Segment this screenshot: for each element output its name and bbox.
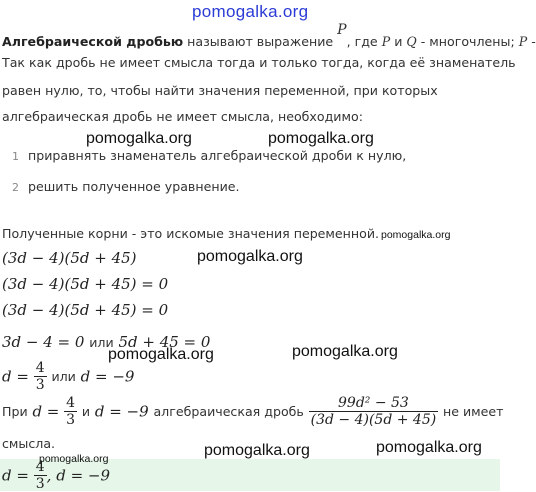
or-word: или (51, 369, 76, 384)
big-den: (3d − 4)(5d + 45) (310, 412, 437, 428)
solution-num: 4 (35, 360, 45, 376)
at-lhs: d = (32, 402, 60, 421)
definition-after: , где (346, 34, 378, 49)
step-text: решить полученное уравнение. (28, 179, 240, 194)
watermark: pomogalka.org (197, 248, 303, 265)
final-num: 4 (35, 459, 45, 475)
definition-and: и (394, 34, 403, 49)
watermark: pomogalka.org (86, 130, 192, 147)
at-fraction (64, 395, 77, 428)
solution-lhs: d = (2, 367, 29, 386)
paragraph-line-3: алгебраическая дробь не имеет смысла, необходимо: (2, 109, 363, 124)
definition-tail-dash: - (531, 34, 536, 49)
header-watermark: pomogalka.org (192, 2, 309, 21)
final-answer (2, 459, 110, 492)
no-meaning-end: смысла. (2, 436, 56, 451)
definition-var-p: P (381, 34, 391, 49)
definition-text: называют выражение (187, 34, 334, 49)
or-word: или (89, 335, 114, 350)
final-rhs: d = −9 (56, 466, 111, 485)
watermark: pomogalka.org (204, 442, 310, 459)
final-fraction (34, 459, 47, 492)
definition-tail-var: P (518, 34, 528, 49)
big-num: 99d² − 53 (309, 395, 439, 412)
step-number: 2 (12, 181, 19, 194)
domain-row (2, 395, 504, 428)
step-text: приравнять знаменатель алгебраической дроби к нулю, (28, 148, 407, 163)
paragraph-line-1: Так как дробь не имеет смысла тогда и только тогда, когда её знаменатель (2, 55, 516, 70)
solution-fraction (34, 360, 47, 393)
math-expr-1: (3d − 4)(5d + 45) (2, 249, 137, 267)
watermark: pomogalka.org (39, 453, 109, 465)
and-word: и (81, 404, 91, 419)
solution-row (2, 360, 134, 393)
final-den: 3 (35, 476, 45, 492)
definition-tail: - многочлены; (420, 34, 515, 49)
term-bold: Алгебраической дробью (2, 34, 184, 49)
big-fraction (309, 395, 439, 428)
watermark: pomogalka.org (376, 439, 482, 456)
at-den: 3 (66, 412, 76, 428)
definition-fraction (337, 22, 346, 38)
math-expr-2: (3d − 4)(5d + 45) = 0 (2, 275, 169, 293)
final-sep: , (46, 466, 52, 485)
equation-b: 5d + 45 = 0 (118, 333, 211, 351)
solution-rhs: d = −9 (80, 367, 135, 386)
frac-label: алгебраическая дробь (153, 404, 304, 419)
definition-line (2, 21, 536, 50)
at-word: При (2, 404, 28, 419)
at-rhs: d = −9 (94, 402, 149, 421)
math-expr-3: (3d − 4)(5d + 45) = 0 (2, 301, 169, 319)
at-num: 4 (66, 395, 76, 411)
watermark: pomogalka.org (268, 130, 374, 147)
watermark: pomogalka.org (108, 346, 214, 363)
equation-a: 3d − 4 = 0 (2, 333, 85, 351)
step-number: 1 (12, 150, 19, 163)
no-meaning: не имеет (443, 404, 504, 419)
definition-var-q: Q (406, 34, 417, 49)
definition-frac-top: P (337, 21, 347, 38)
paragraph-line-2: равен нулю, то, чтобы найти значения переменной, при которых (2, 83, 438, 98)
final-lhs: d = (2, 466, 29, 485)
watermark: pomogalka.org (292, 343, 398, 360)
solution-den: 3 (35, 377, 45, 393)
roots-note: Полученные корни - это искомые значения переменной. (2, 226, 380, 241)
watermark: pomogalka.org (381, 229, 451, 241)
